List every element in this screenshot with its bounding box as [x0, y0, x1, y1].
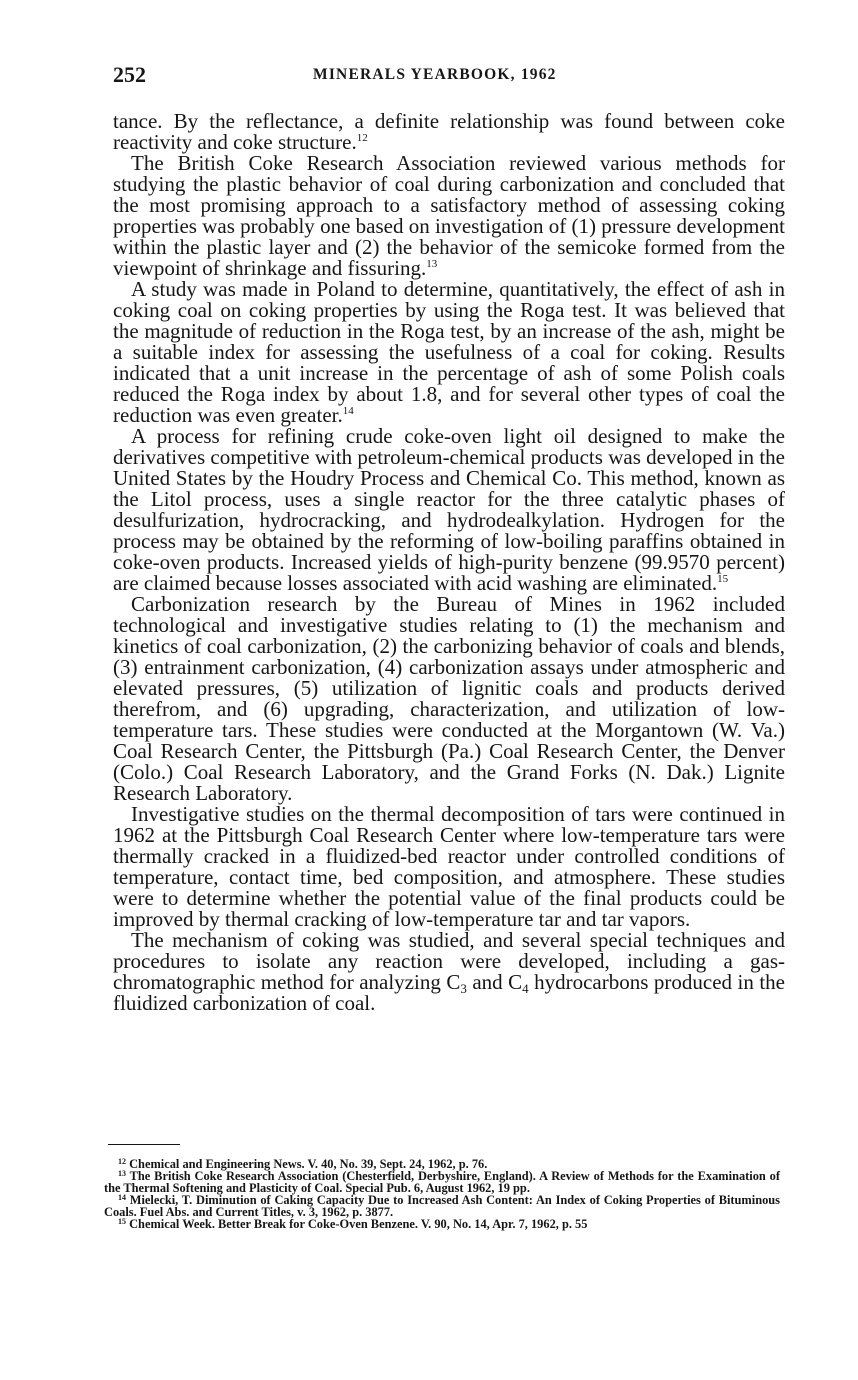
footnote-divider [108, 1144, 180, 1145]
paragraph-text: and C [466, 970, 523, 994]
subscript: 4 [522, 981, 529, 996]
paragraph-text: tance. By the reflectance, a definite relationship was found between coke reactivity and coke structure. [113, 109, 785, 154]
paragraph-text: A study was made in Poland to determine, quantitatively, the effect of ash in coking coal on coking properties by using the Roga test. It was believed that the magnitude of reduction in the Roga test, by an increase of the ash, might be a suitable index for assessing the usefulness of a coal for coking. Results indicated that a unit increase in the percentage of ash of some Polish coals reduced the Roga index by about 1.8, and for several other types of coal the reduction was even greater. [113, 277, 785, 427]
footnote-ref: 12 [356, 132, 368, 144]
footnotes [104, 1158, 780, 1230]
footnote-number: 14 [118, 1193, 126, 1202]
paragraph [113, 279, 785, 426]
subscript: 3 [460, 981, 467, 996]
footnote-text: Chemical Week. Better Break for Coke-Oven Benzene. V. 90, No. 14, Apr. 7, 1962, p. 55 [129, 1217, 588, 1231]
footnote [104, 1218, 780, 1230]
footnote-ref: 15 [717, 573, 729, 585]
paragraph-text: hydrocarbons produced in the fluidized carbonization of coal. [113, 970, 785, 1015]
paragraph [113, 804, 785, 930]
footnote [104, 1194, 780, 1218]
footnote-number: 12 [118, 1157, 126, 1166]
paragraph-text: The British Coke Research Association reviewed various methods for studying the plastic behavior of coal during carbonization and concluded that the most promising approach to a satisfactory method of assessing coking properties was probably one based on investigation of (1) pressure development within the plastic layer and (2) the behavior of the semicoke formed from the viewpoint of shrinkage and fissuring. [113, 151, 785, 280]
paragraph-text: A process for refining crude coke-oven light oil designed to make the derivatives competitive with petroleum-chemical products was developed in the United States by the Houdry Process and Chemical Co. This method, known as the Litol process, uses a single reactor for the three catalytic phases of desulfurization, hydrocracking, and hydrodealkylation. Hydrogen for the process may be obtained by the reforming of low-boiling paraffins obtained in coke-oven products. Increased yields of high-purity benzene (99.9570 percent) are claimed because losses associated with acid washing are eliminated. [113, 424, 785, 595]
paragraph [113, 111, 785, 153]
footnote-number: 13 [118, 1169, 126, 1178]
paragraph-text: The mechanism of coking was studied, and several special techniques and procedures to isolate any reaction were developed, including a gas-chromatographic method for analyzing C [113, 928, 785, 994]
page-number: 252 [113, 62, 146, 87]
paragraph-text: Investigative studies on the thermal decomposition of tars were continued in 1962 at the Pittsburgh Coal Research Center where low-temperature tars were thermally cracked in a fluidized-bed reactor under controlled conditions of temperature, contact time, bed composition, and atmosphere. These studies were to determine whether the potential value of the final products could be improved by thermal cracking of low-temperature tar and tar vapors. [113, 802, 785, 931]
paragraph [113, 930, 785, 1014]
paragraph [113, 153, 785, 279]
paragraph [113, 426, 785, 594]
footnote-text: Chemical and Engineering News. V. 40, No. 39, Sept. 24, 1962, p. 76. [129, 1157, 488, 1171]
running-head: MINERALS YEARBOOK, 1962 [313, 66, 557, 83]
footnote-number: 15 [118, 1217, 126, 1226]
page-header [113, 62, 785, 94]
paragraph-text: Carbonization research by the Bureau of Mines in 1962 included technological and investigative studies relating to (1) the mechanism and kinetics of coal carbonization, (2) the carbonizing behavior of coals and blends, (3) entrainment carbonization, (4) carbonization assays under atmospheric and elevated pressures, (5) utilization of lignitic coals and products derived therefrom, and (6) upgrading, characterization, and utilization of low-temperature tars. These studies were conducted at the Morgantown (W. Va.) Coal Research Center, the Pittsburgh (Pa.) Coal Research Center, the Denver (Colo.) Coal Research Laboratory, and the Grand Forks (N. Dak.) Lignite Research Laboratory. [113, 592, 785, 805]
footnote-ref: 14 [342, 405, 354, 417]
footnote-text: The British Coke Research Association (Chesterfield, Derbyshire, England). A Review of Methods for the Examination of the Thermal Softening and Plasticity of Coal. Special Pub. 6, August 1962, 19 pp. [104, 1169, 781, 1195]
paragraph [113, 594, 785, 804]
footnote-ref: 13 [426, 258, 438, 270]
footnote [104, 1170, 780, 1194]
footnote-text: Mielecki, T. Diminution of Caking Capacity Due to Increased Ash Content: An Index of Coking Properties of Bituminous Coals. Fuel Abs. and Current Titles, v. 3, 1962, p. 3877. [104, 1193, 780, 1219]
body-text [113, 111, 785, 1014]
